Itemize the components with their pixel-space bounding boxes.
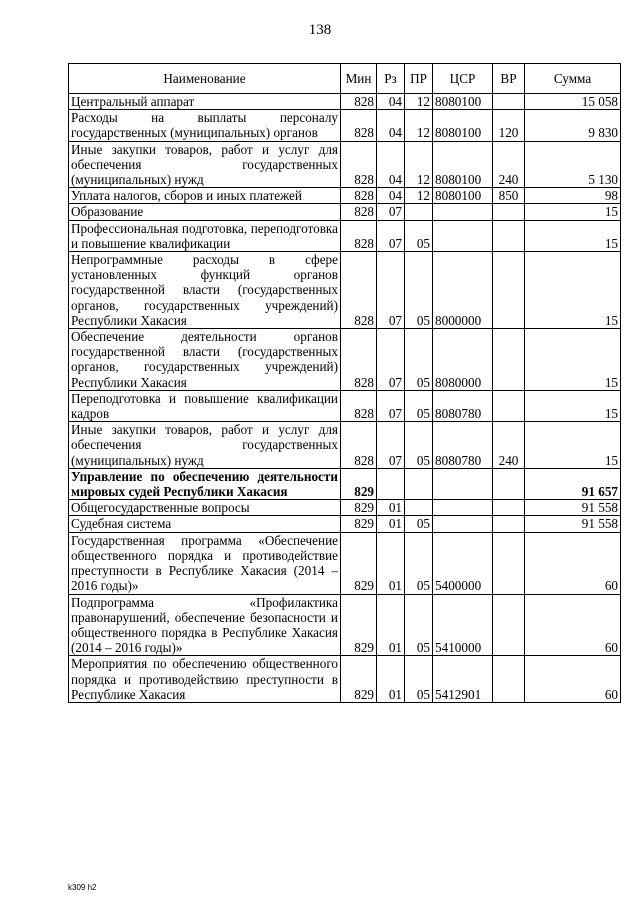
header-min: Мин <box>341 64 377 94</box>
cell-name: Обеспечение деятельности органов государственной власти (государственных органов, государственных учреждений) Республики Хакасия <box>69 329 341 391</box>
cell-pr: 05 <box>405 329 433 391</box>
cell-vr: 240 <box>493 422 525 469</box>
page-number: 138 <box>308 22 332 38</box>
cell-sum: 15 058 <box>525 94 621 110</box>
cell-min: 828 <box>341 204 377 220</box>
cell-sum: 98 <box>525 188 621 204</box>
table-row <box>69 188 621 204</box>
cell-min: 829 <box>341 532 377 594</box>
cell-pr: 12 <box>405 188 433 204</box>
table-row <box>69 656 621 703</box>
cell-vr: 120 <box>493 110 525 141</box>
cell-sum: 91 558 <box>525 500 621 516</box>
cell-sum: 91 558 <box>525 516 621 532</box>
cell-vr <box>493 94 525 110</box>
cell-name: Государственная программа «Обеспечение общественного порядка и противодействие преступности в Республике Хакасия (2014 – 2016 годы)» <box>69 532 341 594</box>
cell-csr: 5400000 <box>433 532 493 594</box>
cell-csr <box>433 500 493 516</box>
cell-csr: 8080780 <box>433 390 493 421</box>
cell-pr: 05 <box>405 422 433 469</box>
cell-vr <box>493 329 525 391</box>
header-sum: Сумма <box>525 64 621 94</box>
table-row <box>69 390 621 421</box>
cell-name: Образование <box>69 204 341 220</box>
table-row <box>69 422 621 469</box>
footer-code: k309 h2 <box>68 883 97 892</box>
table-header-row <box>69 64 621 94</box>
cell-vr <box>493 204 525 220</box>
cell-min: 828 <box>341 422 377 469</box>
cell-csr: 8080100 <box>433 188 493 204</box>
cell-min: 829 <box>341 500 377 516</box>
cell-min: 828 <box>341 329 377 391</box>
table-row <box>69 110 621 141</box>
cell-csr: 8080000 <box>433 329 493 391</box>
cell-name: Управление по обеспечению деятельности мировых судей Республики Хакасия <box>69 468 341 499</box>
cell-name: Мероприятия по обеспечению общественного порядка и противодействию преступности в Республике Хакасия <box>69 656 341 703</box>
cell-min: 829 <box>341 468 377 499</box>
cell-vr <box>493 532 525 594</box>
header-csr: ЦСР <box>433 64 493 94</box>
cell-csr: 8080780 <box>433 422 493 469</box>
cell-min: 828 <box>341 94 377 110</box>
cell-name: Расходы на выплаты персоналу государственных (муниципальных) органов <box>69 110 341 141</box>
header-vr: ВР <box>493 64 525 94</box>
cell-rz: 07 <box>377 422 405 469</box>
cell-vr <box>493 390 525 421</box>
table-body <box>69 94 621 703</box>
table-row <box>69 516 621 532</box>
cell-vr <box>493 252 525 329</box>
cell-name: Непрограммные расходы в сфере установленных функций органов государственной власти (государственных органов, государственных учреждений) Республики Хакасия <box>69 252 341 329</box>
cell-rz: 07 <box>377 220 405 251</box>
cell-name: Переподготовка и повышение квалификации кадров <box>69 390 341 421</box>
table-row <box>69 500 621 516</box>
cell-pr: 05 <box>405 252 433 329</box>
cell-name: Уплата налогов, сборов и иных платежей <box>69 188 341 204</box>
cell-name: Иные закупки товаров, работ и услуг для обеспечения государственных (муниципальных) нужд <box>69 141 341 188</box>
cell-csr: 8080100 <box>433 141 493 188</box>
cell-min: 828 <box>341 220 377 251</box>
cell-pr: 12 <box>405 94 433 110</box>
cell-rz: 01 <box>377 516 405 532</box>
cell-rz: 07 <box>377 329 405 391</box>
cell-min: 828 <box>341 252 377 329</box>
cell-min: 829 <box>341 594 377 656</box>
cell-rz: 04 <box>377 141 405 188</box>
cell-pr: 05 <box>405 516 433 532</box>
cell-csr <box>433 204 493 220</box>
cell-pr <box>405 500 433 516</box>
header-name: Наименование <box>69 64 341 94</box>
cell-min: 829 <box>341 656 377 703</box>
cell-sum: 15 <box>525 204 621 220</box>
cell-rz: 01 <box>377 532 405 594</box>
cell-pr: 05 <box>405 656 433 703</box>
table-row <box>69 94 621 110</box>
cell-rz: 01 <box>377 500 405 516</box>
cell-sum: 60 <box>525 594 621 656</box>
cell-min: 828 <box>341 390 377 421</box>
cell-vr <box>493 594 525 656</box>
cell-name: Иные закупки товаров, работ и услуг для обеспечения государственных (муниципальных) нужд <box>69 422 341 469</box>
table-row <box>69 468 621 499</box>
table-row <box>69 204 621 220</box>
table-row <box>69 594 621 656</box>
cell-rz: 01 <box>377 594 405 656</box>
cell-pr: 05 <box>405 220 433 251</box>
cell-min: 829 <box>341 516 377 532</box>
table-row <box>69 220 621 251</box>
cell-vr: 850 <box>493 188 525 204</box>
cell-pr <box>405 468 433 499</box>
cell-name: Профессиональная подготовка, переподготовка и повышение квалификации <box>69 220 341 251</box>
cell-sum: 91 657 <box>525 468 621 499</box>
cell-csr <box>433 468 493 499</box>
cell-name: Судебная система <box>69 516 341 532</box>
cell-min: 828 <box>341 141 377 188</box>
cell-csr: 8080100 <box>433 110 493 141</box>
cell-pr: 12 <box>405 141 433 188</box>
cell-sum: 15 <box>525 220 621 251</box>
table-row <box>69 532 621 594</box>
cell-pr: 05 <box>405 532 433 594</box>
cell-pr <box>405 204 433 220</box>
cell-name: Подпрограмма «Профилактика правонарушений, обеспечение безопасности и общественного порядка в Республике Хакасия (2014 – 2016 годы)» <box>69 594 341 656</box>
header-rz: Рз <box>377 64 405 94</box>
cell-rz <box>377 468 405 499</box>
cell-sum: 60 <box>525 656 621 703</box>
cell-rz: 04 <box>377 188 405 204</box>
cell-vr <box>493 500 525 516</box>
cell-vr <box>493 468 525 499</box>
cell-pr: 05 <box>405 594 433 656</box>
cell-csr <box>433 220 493 251</box>
cell-pr: 12 <box>405 110 433 141</box>
cell-csr <box>433 516 493 532</box>
cell-sum: 60 <box>525 532 621 594</box>
cell-sum: 15 <box>525 252 621 329</box>
cell-pr: 05 <box>405 390 433 421</box>
header-pr: ПР <box>405 64 433 94</box>
cell-vr <box>493 220 525 251</box>
cell-csr: 8000000 <box>433 252 493 329</box>
table-row <box>69 141 621 188</box>
cell-sum: 15 <box>525 329 621 391</box>
cell-rz: 04 <box>377 94 405 110</box>
cell-rz: 01 <box>377 656 405 703</box>
cell-rz: 04 <box>377 110 405 141</box>
cell-sum: 15 <box>525 390 621 421</box>
cell-name: Центральный аппарат <box>69 94 341 110</box>
budget-table <box>68 63 621 703</box>
table-row <box>69 329 621 391</box>
cell-sum: 9 830 <box>525 110 621 141</box>
cell-csr: 8080100 <box>433 94 493 110</box>
cell-vr <box>493 516 525 532</box>
cell-sum: 5 130 <box>525 141 621 188</box>
cell-rz: 07 <box>377 252 405 329</box>
cell-sum: 15 <box>525 422 621 469</box>
cell-name: Общегосударственные вопросы <box>69 500 341 516</box>
cell-rz: 07 <box>377 204 405 220</box>
cell-vr <box>493 656 525 703</box>
cell-min: 828 <box>341 110 377 141</box>
cell-csr: 5412901 <box>433 656 493 703</box>
cell-vr: 240 <box>493 141 525 188</box>
cell-csr: 5410000 <box>433 594 493 656</box>
cell-min: 828 <box>341 188 377 204</box>
cell-rz: 07 <box>377 390 405 421</box>
table-row <box>69 252 621 329</box>
